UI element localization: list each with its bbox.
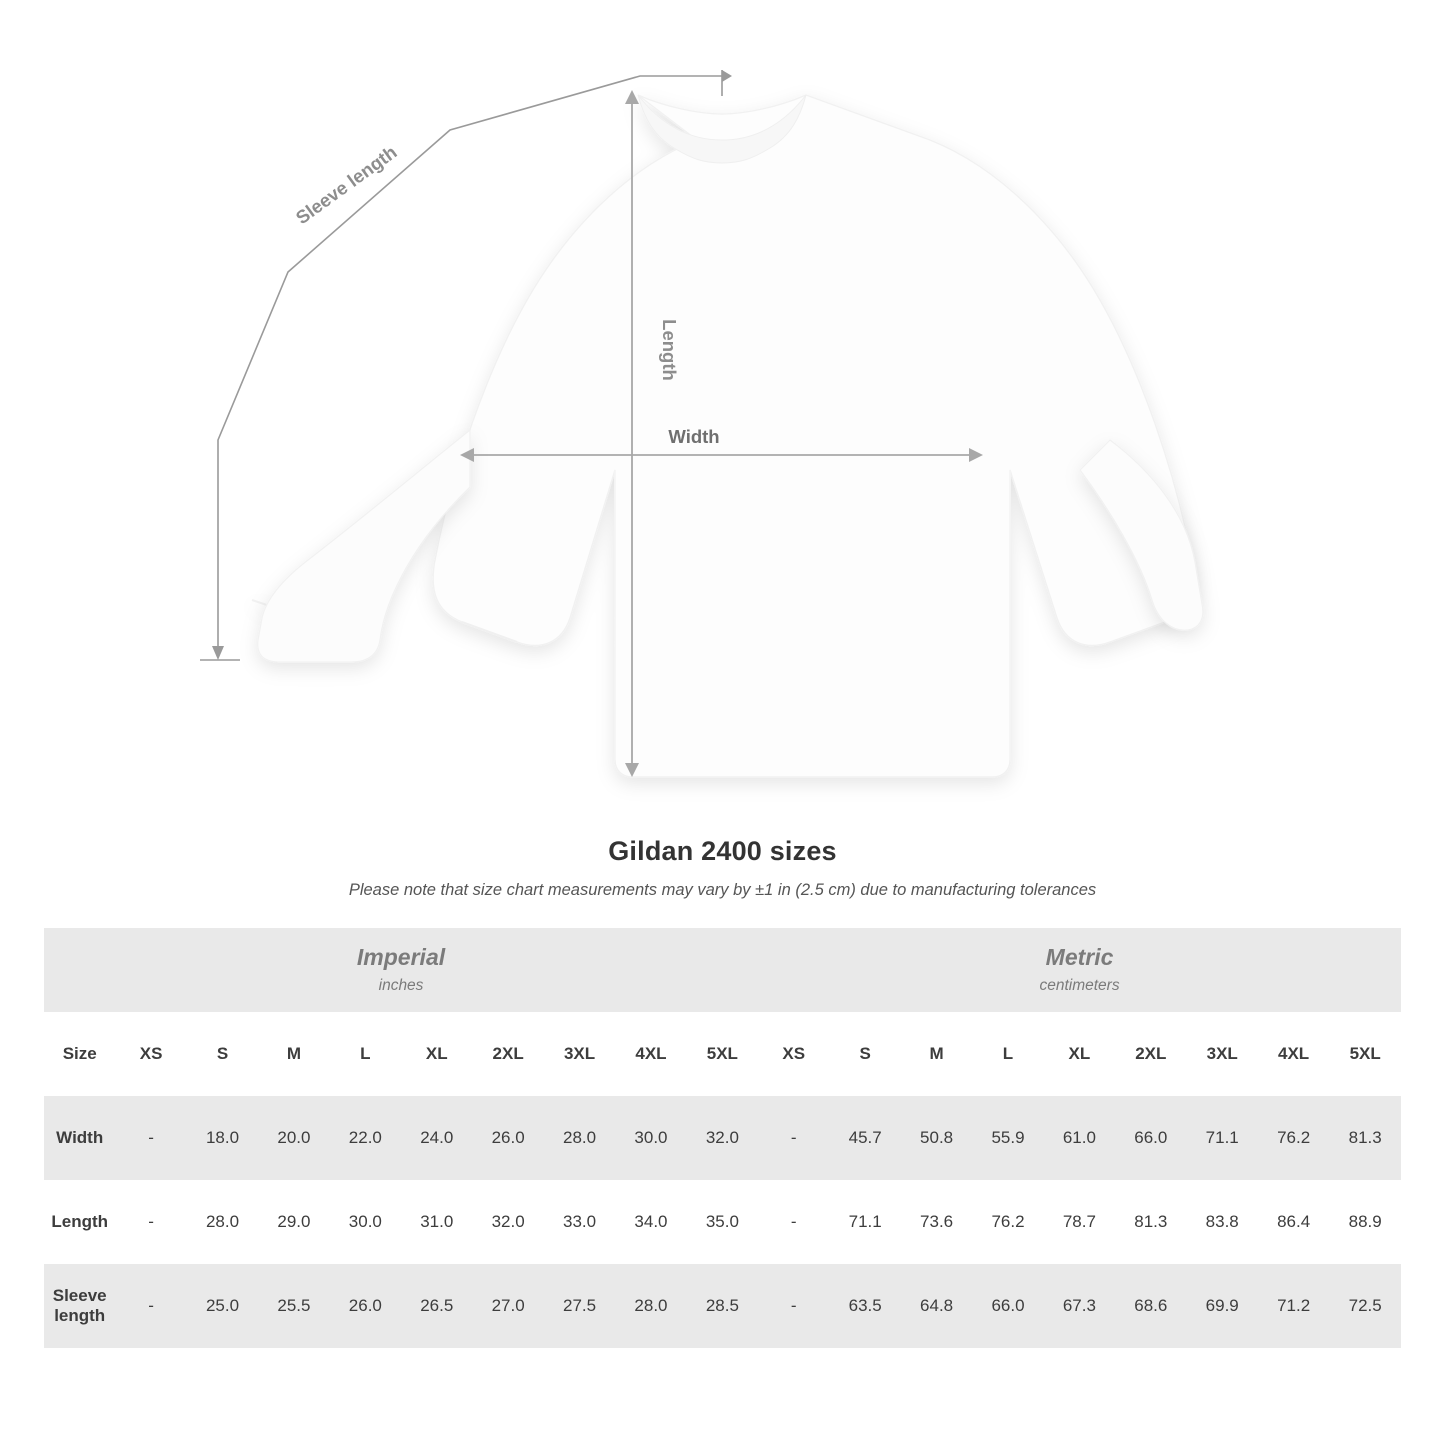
unit-header-row	[44, 928, 1401, 1012]
length-imperial-m: 29.0	[258, 1180, 329, 1264]
length-label: Length	[659, 319, 680, 381]
size-header-imperial-l: L	[330, 1012, 401, 1096]
sleeve-metric-xl: 67.3	[1044, 1264, 1115, 1348]
length-imperial-xl: 31.0	[401, 1180, 472, 1264]
width-imperial-5xl: 32.0	[687, 1096, 758, 1180]
size-header-imperial-s: S	[187, 1012, 258, 1096]
length-metric-l: 76.2	[972, 1180, 1043, 1264]
table-row	[44, 1096, 1401, 1180]
width-metric-3xl: 71.1	[1187, 1096, 1258, 1180]
length-metric-xs: -	[758, 1180, 829, 1264]
size-header-metric-s: S	[829, 1012, 900, 1096]
width-label: Width	[668, 426, 720, 447]
page-title: Gildan 2400 sizes	[608, 836, 837, 866]
row-label-length: Length	[44, 1180, 115, 1264]
sleeve-arrow-head-bottom	[212, 646, 224, 660]
length-metric-5xl: 88.9	[1329, 1180, 1401, 1264]
width-imperial-3xl: 28.0	[544, 1096, 615, 1180]
size-header-imperial-2xl: 2XL	[472, 1012, 543, 1096]
size-header-metric-2xl: 2XL	[1115, 1012, 1186, 1096]
size-header-metric-4xl: 4XL	[1258, 1012, 1329, 1096]
sleeve-metric-5xl: 72.5	[1329, 1264, 1401, 1348]
width-metric-m: 50.8	[901, 1096, 972, 1180]
length-metric-s: 71.1	[829, 1180, 900, 1264]
sleeve-imperial-xl: 26.5	[401, 1264, 472, 1348]
table-row	[44, 1180, 1401, 1264]
tolerance-note: Please note that size chart measurements may vary by ±1 in (2.5 cm) due to manufacturing tolerances	[348, 881, 1097, 899]
unit-group-imperial-name: Imperial	[356, 944, 446, 971]
row-label-sleeve-length: Sleeve length	[44, 1264, 115, 1348]
length-imperial-xs: -	[115, 1180, 186, 1264]
sleeve-imperial-l: 26.0	[330, 1264, 401, 1348]
size-chart-table	[44, 928, 1401, 1348]
length-imperial-3xl: 33.0	[544, 1180, 615, 1264]
table-row	[44, 1264, 1401, 1348]
length-metric-m: 73.6	[901, 1180, 972, 1264]
title-block	[0, 836, 1445, 900]
row-label-width: Width	[44, 1096, 115, 1180]
width-imperial-m: 20.0	[258, 1096, 329, 1180]
size-header-label: Size	[44, 1012, 115, 1096]
size-header-imperial-m: M	[258, 1012, 329, 1096]
sleeve-arrow-head-top	[722, 70, 732, 82]
unit-group-imperial-unit: inches	[378, 976, 424, 994]
sleeve-length-label: Sleeve length	[291, 141, 401, 229]
sleeve-metric-m: 64.8	[901, 1264, 972, 1348]
unit-group-metric-name: Metric	[1045, 944, 1114, 971]
length-imperial-4xl: 34.0	[615, 1180, 686, 1264]
size-header-metric-l: L	[972, 1012, 1043, 1096]
sleeve-metric-3xl: 69.9	[1187, 1264, 1258, 1348]
length-metric-4xl: 86.4	[1258, 1180, 1329, 1264]
size-header-row	[44, 1012, 1401, 1096]
width-imperial-xs: -	[115, 1096, 186, 1180]
size-header-metric-3xl: 3XL	[1187, 1012, 1258, 1096]
length-metric-3xl: 83.8	[1187, 1180, 1258, 1264]
sleeve-metric-xs: -	[758, 1264, 829, 1348]
sleeve-imperial-4xl: 28.0	[615, 1264, 686, 1348]
sleeve-metric-2xl: 68.6	[1115, 1264, 1186, 1348]
width-imperial-xl: 24.0	[401, 1096, 472, 1180]
length-imperial-l: 30.0	[330, 1180, 401, 1264]
length-metric-2xl: 81.3	[1115, 1180, 1186, 1264]
size-header-metric-xl: XL	[1044, 1012, 1115, 1096]
width-metric-xs: -	[758, 1096, 829, 1180]
width-metric-4xl: 76.2	[1258, 1096, 1329, 1180]
size-header-metric-m: M	[901, 1012, 972, 1096]
sleeve-imperial-5xl: 28.5	[687, 1264, 758, 1348]
width-imperial-l: 22.0	[330, 1096, 401, 1180]
length-imperial-s: 28.0	[187, 1180, 258, 1264]
width-imperial-2xl: 26.0	[472, 1096, 543, 1180]
size-header-imperial-4xl: 4XL	[615, 1012, 686, 1096]
sleeve-imperial-m: 25.5	[258, 1264, 329, 1348]
width-imperial-s: 18.0	[187, 1096, 258, 1180]
unit-group-imperial	[44, 928, 758, 1012]
width-metric-xl: 61.0	[1044, 1096, 1115, 1180]
size-table-wrap	[44, 928, 1401, 1348]
sleeve-metric-l: 66.0	[972, 1264, 1043, 1348]
sleeve-imperial-s: 25.0	[187, 1264, 258, 1348]
sleeve-imperial-2xl: 27.0	[472, 1264, 543, 1348]
width-metric-5xl: 81.3	[1329, 1096, 1401, 1180]
sleeve-imperial-xs: -	[115, 1264, 186, 1348]
length-imperial-2xl: 32.0	[472, 1180, 543, 1264]
size-header-imperial-5xl: 5XL	[687, 1012, 758, 1096]
unit-group-metric-unit: centimeters	[1039, 976, 1120, 994]
size-header-metric-xs: XS	[758, 1012, 829, 1096]
size-header-imperial-3xl: 3XL	[544, 1012, 615, 1096]
width-metric-l: 55.9	[972, 1096, 1043, 1180]
size-header-imperial-xs: XS	[115, 1012, 186, 1096]
length-imperial-5xl: 35.0	[687, 1180, 758, 1264]
width-metric-s: 45.7	[829, 1096, 900, 1180]
size-header-imperial-xl: XL	[401, 1012, 472, 1096]
width-metric-2xl: 66.0	[1115, 1096, 1186, 1180]
unit-group-metric	[758, 928, 1401, 1012]
length-metric-xl: 78.7	[1044, 1180, 1115, 1264]
sleeve-metric-4xl: 71.2	[1258, 1264, 1329, 1348]
size-header-metric-5xl: 5XL	[1329, 1012, 1401, 1096]
width-imperial-4xl: 30.0	[615, 1096, 686, 1180]
shirt-shape	[252, 95, 1194, 777]
sleeve-imperial-3xl: 27.5	[544, 1264, 615, 1348]
sleeve-metric-s: 63.5	[829, 1264, 900, 1348]
